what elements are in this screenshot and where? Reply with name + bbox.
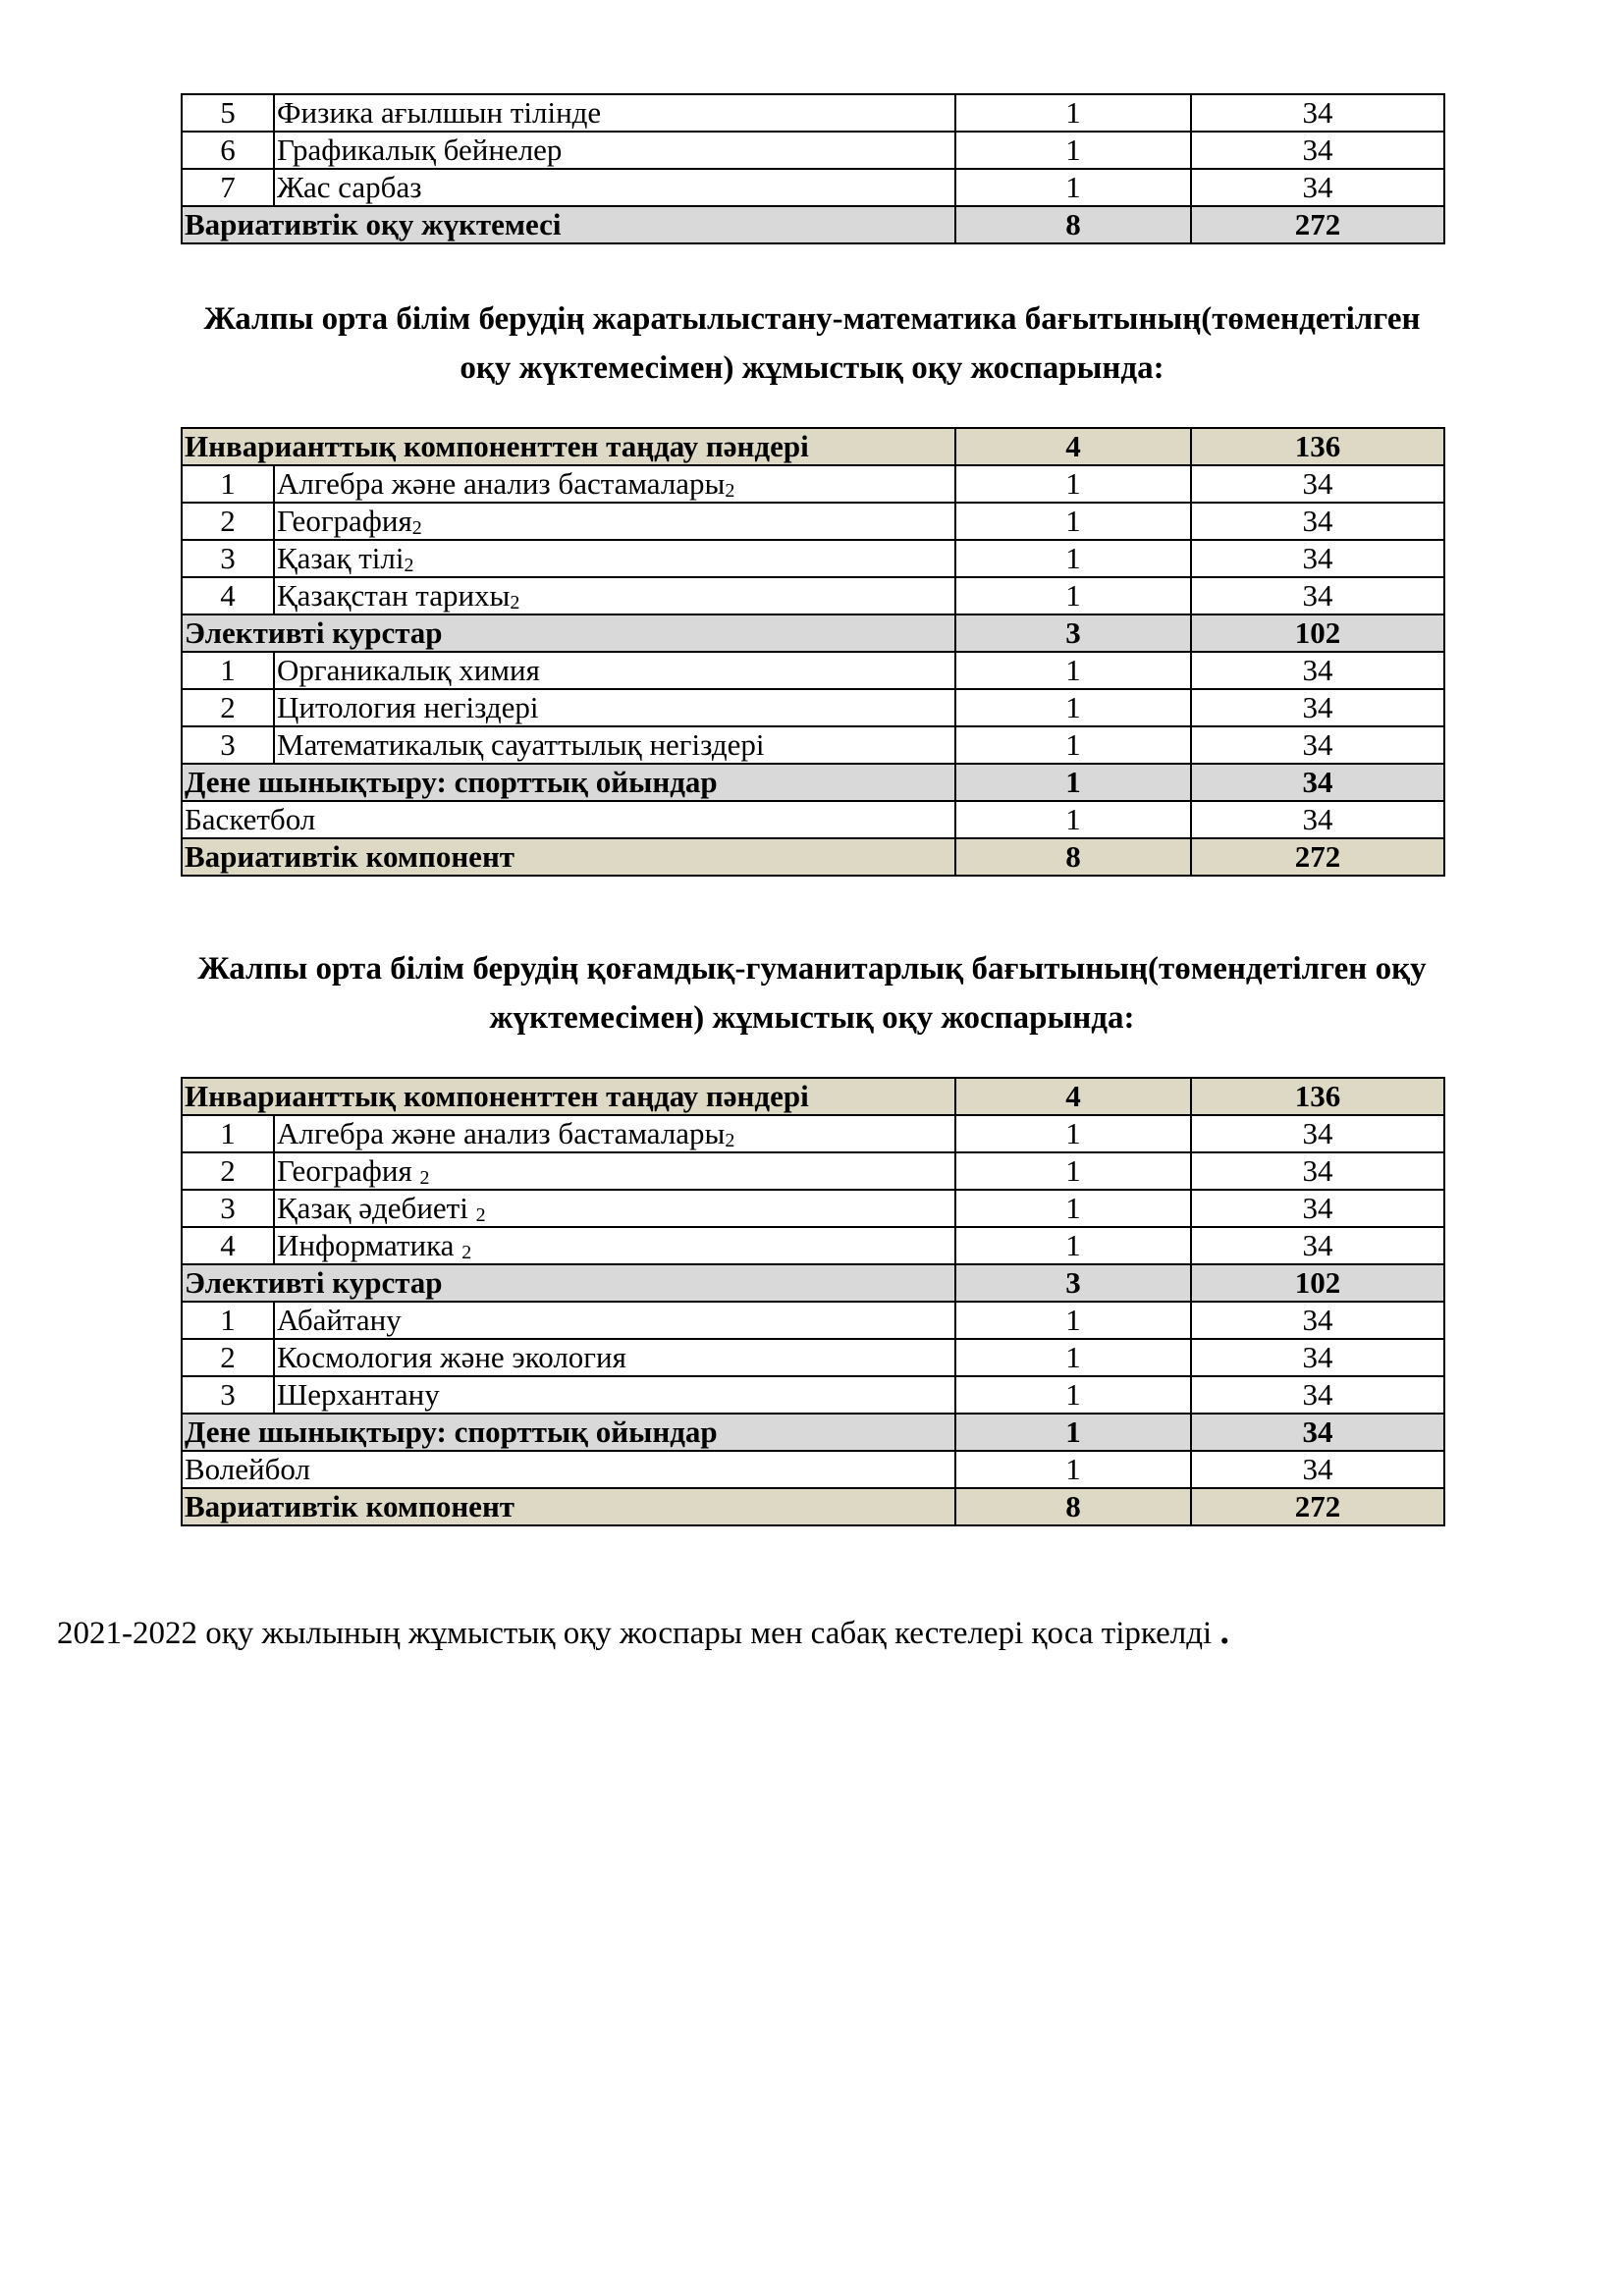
table-row (182, 801, 1444, 838)
section-total: 272 (1191, 1488, 1444, 1525)
weekly-hours: 1 (955, 1115, 1191, 1152)
row-number: 2 (182, 503, 274, 540)
section-hours: 4 (955, 428, 1191, 465)
weekly-hours: 1 (955, 94, 1191, 132)
row-number: 3 (182, 726, 274, 764)
annual-hours: 34 (1191, 689, 1444, 726)
table-row (182, 652, 1444, 689)
natural-math-plan-table (181, 427, 1445, 877)
row-number: 1 (182, 1115, 274, 1152)
section-hours: 1 (955, 764, 1191, 801)
variative-total-row (182, 838, 1444, 876)
annual-hours: 34 (1191, 169, 1444, 206)
table-row (182, 1152, 1444, 1190)
row-number: 3 (182, 1376, 274, 1414)
weekly-hours: 1 (955, 689, 1191, 726)
table-row (182, 1190, 1444, 1227)
sport-name: Баскетбол (182, 801, 955, 838)
pe-header-row (182, 1414, 1444, 1451)
heading-line: жүктемесімен) жұмыстық оқу жоспарында: (489, 1000, 1135, 1036)
summary-label: Вариативтік оқу жүктемесі (182, 206, 955, 243)
annual-hours: 34 (1191, 1152, 1444, 1190)
row-number: 7 (182, 169, 274, 206)
note-text: 2021-2022 оқу жылының жұмыстық оқу жоспары мен сабақ кестелері қоса тіркелді (57, 1616, 1220, 1651)
section-heading-social-humanitarian (59, 944, 1565, 1042)
table-row (182, 726, 1444, 764)
section-label: Инварианттық компоненттен таңдау пәндері (182, 428, 955, 465)
table-row (182, 1339, 1444, 1376)
section-hours: 1 (955, 1414, 1191, 1451)
table-row (182, 577, 1444, 614)
section-total: 272 (1191, 838, 1444, 876)
subject-name: Органикалық химия (274, 652, 955, 689)
invariant-header-row (182, 428, 1444, 465)
subject-name: Алгебра және анализ бастамалары$_2$ (274, 465, 955, 503)
row-number: 2 (182, 1152, 274, 1190)
subject-name: Космология және экология (274, 1339, 955, 1376)
table-row (182, 689, 1444, 726)
table-row (182, 1227, 1444, 1264)
subject-name: Жас сарбаз (274, 169, 955, 206)
section-label: Вариативтік компонент (182, 838, 955, 876)
weekly-hours: 1 (955, 1339, 1191, 1376)
summary-row (182, 206, 1444, 243)
section-total: 136 (1191, 1078, 1444, 1115)
subject-name: Абайтану (274, 1302, 955, 1339)
section-total: 136 (1191, 428, 1444, 465)
section-total: 34 (1191, 764, 1444, 801)
table-row (182, 1451, 1444, 1488)
weekly-hours: 1 (955, 132, 1191, 169)
table-row (182, 1376, 1444, 1414)
annual-hours: 34 (1191, 1451, 1444, 1488)
heading-line: Жалпы орта білім берудің қоғамдық-гуманитарлық бағытының(төмендетілген оқу (197, 951, 1427, 987)
table-row (182, 465, 1444, 503)
annual-hours: 34 (1191, 465, 1444, 503)
table-row (182, 94, 1444, 132)
annual-hours: 34 (1191, 503, 1444, 540)
annual-hours: 34 (1191, 726, 1444, 764)
social-humanitarian-plan-table (181, 1077, 1445, 1526)
row-number: 3 (182, 540, 274, 577)
annual-hours: 34 (1191, 1115, 1444, 1152)
annual-hours: 34 (1191, 1302, 1444, 1339)
elective-header-row (182, 614, 1444, 652)
section-hours: 3 (955, 614, 1191, 652)
subject-name: Информатика $_2$ (274, 1227, 955, 1264)
weekly-hours: 1 (955, 1152, 1191, 1190)
heading-line: оқу жүктемесімен) жұмыстық оқу жоспарында: (460, 350, 1164, 386)
subject-name: Физика ағылшын тілінде (274, 94, 955, 132)
weekly-hours: 1 (955, 801, 1191, 838)
subject-name: Қазақстан тарихы$_2$ (274, 577, 955, 614)
variative-total-row (182, 1488, 1444, 1525)
weekly-hours: 1 (955, 1190, 1191, 1227)
annual-hours: 34 (1191, 1339, 1444, 1376)
weekly-hours: 1 (955, 503, 1191, 540)
section-label: Элективті курстар (182, 1264, 955, 1302)
subject-name: Цитология негіздері (274, 689, 955, 726)
subject-name: География$_2$ (274, 503, 955, 540)
section-hours: 8 (955, 838, 1191, 876)
annual-hours: 34 (1191, 540, 1444, 577)
section-hours: 4 (955, 1078, 1191, 1115)
weekly-hours: 1 (955, 1302, 1191, 1339)
section-label: Вариативтік компонент (182, 1488, 955, 1525)
section-heading-natural-math (59, 294, 1565, 393)
pe-header-row (182, 764, 1444, 801)
annual-hours: 34 (1191, 577, 1444, 614)
table-row (182, 169, 1444, 206)
annual-hours: 34 (1191, 1376, 1444, 1414)
table-row (182, 503, 1444, 540)
table-row (182, 540, 1444, 577)
row-number: 1 (182, 465, 274, 503)
annual-hours: 34 (1191, 1190, 1444, 1227)
row-number: 1 (182, 652, 274, 689)
elective-header-row (182, 1264, 1444, 1302)
sport-name: Волейбол (182, 1451, 955, 1488)
row-number: 6 (182, 132, 274, 169)
table-row (182, 1302, 1444, 1339)
subject-name: География $_2$ (274, 1152, 955, 1190)
attachment-note (57, 1610, 1229, 1653)
annual-hours: 34 (1191, 94, 1444, 132)
section-label: Инварианттық компоненттен таңдау пәндері (182, 1078, 955, 1115)
weekly-hours: 1 (955, 465, 1191, 503)
summary-total: 272 (1191, 206, 1444, 243)
section-hours: 3 (955, 1264, 1191, 1302)
annual-hours: 34 (1191, 1227, 1444, 1264)
summary-hours: 8 (955, 206, 1191, 243)
row-number: 5 (182, 94, 274, 132)
variative-load-table (181, 93, 1445, 244)
section-hours: 8 (955, 1488, 1191, 1525)
subject-name: Қазақ тілі$_2$ (274, 540, 955, 577)
section-label: Дене шынықтыру: спорттық ойындар (182, 1414, 955, 1451)
section-label: Дене шынықтыру: спорттық ойындар (182, 764, 955, 801)
weekly-hours: 1 (955, 1376, 1191, 1414)
table-row (182, 132, 1444, 169)
row-number: 4 (182, 1227, 274, 1264)
annual-hours: 34 (1191, 801, 1444, 838)
subject-name: Шерхантану (274, 1376, 955, 1414)
subject-name: Алгебра және анализ бастамалары$_2$ (274, 1115, 955, 1152)
weekly-hours: 1 (955, 726, 1191, 764)
weekly-hours: 1 (955, 652, 1191, 689)
note-period: . (1219, 1611, 1229, 1652)
section-total: 34 (1191, 1414, 1444, 1451)
row-number: 4 (182, 577, 274, 614)
annual-hours: 34 (1191, 132, 1444, 169)
annual-hours: 34 (1191, 652, 1444, 689)
weekly-hours: 1 (955, 1227, 1191, 1264)
weekly-hours: 1 (955, 540, 1191, 577)
table-row (182, 1115, 1444, 1152)
row-number: 3 (182, 1190, 274, 1227)
invariant-header-row (182, 1078, 1444, 1115)
heading-line: Жалпы орта білім берудің жаратылыстану-математика бағытының(төмендетілген (203, 301, 1421, 337)
row-number: 2 (182, 1339, 274, 1376)
weekly-hours: 1 (955, 577, 1191, 614)
subject-name: Графикалық бейнелер (274, 132, 955, 169)
section-label: Элективті курстар (182, 614, 955, 652)
weekly-hours: 1 (955, 1451, 1191, 1488)
row-number: 2 (182, 689, 274, 726)
weekly-hours: 1 (955, 169, 1191, 206)
row-number: 1 (182, 1302, 274, 1339)
section-total: 102 (1191, 1264, 1444, 1302)
subject-name: Қазақ әдебиеті $_2$ (274, 1190, 955, 1227)
subject-name: Математикалық сауаттылық негіздері (274, 726, 955, 764)
section-total: 102 (1191, 614, 1444, 652)
